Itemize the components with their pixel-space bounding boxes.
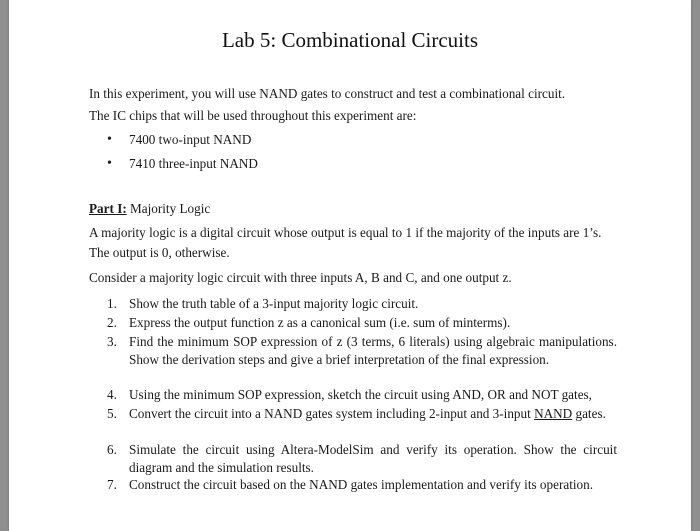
chip-list-item: [107, 154, 258, 173]
part-label: Part I:: [89, 201, 127, 216]
step-item: [107, 405, 617, 423]
document-title: Lab 5: Combinational Circuits: [221, 28, 479, 52]
step-number: 7.: [107, 477, 117, 492]
step-item: [107, 314, 617, 332]
bullet-icon: •: [107, 156, 112, 171]
chip-label: 7410 three-input NAND: [129, 156, 258, 171]
step-text: Convert the circuit into a NAND gates system including 2-input and 3-input NAND gates.: [129, 406, 606, 421]
part-name: Majority Logic: [130, 201, 211, 216]
step-text: Express the output function z as a canonical sum (i.e. sum of minterms).: [129, 315, 511, 330]
chip-list-item: [107, 130, 251, 149]
step-item: [107, 386, 617, 404]
step-text: Simulate the circuit using Altera-ModelSim and verify its operation. Show the circuit diagram and the simulation results.: [129, 442, 617, 475]
step-item: [107, 441, 617, 476]
intro-line-1: In this experiment, you will use NAND gates to construct and test a combinational circuit.: [89, 86, 566, 101]
bullet-icon: •: [107, 132, 112, 147]
step-text: Using the minimum SOP expression, sketch the circuit using AND, OR and NOT gates,: [129, 387, 592, 402]
step-item: [107, 476, 617, 494]
step-number: 2.: [107, 315, 117, 330]
step-item: [107, 333, 617, 368]
step-text: Find the minimum SOP expression of z (3 terms, 6 literals) using algebraic manipulations. Show the derivation steps and give a brief interpretation of the final expression.: [129, 334, 617, 367]
part-heading: [89, 199, 210, 218]
nand-underlined-text: NAND: [534, 406, 573, 421]
step-text: Construct the circuit based on the NAND gates implementation and verify its operation.: [129, 477, 594, 492]
step-text: Show the truth table of a 3-input majority logic circuit.: [129, 296, 419, 311]
step-number: 5.: [107, 406, 117, 421]
consider-text: Consider a majority logic circuit with three inputs A, B and C, and one output z.: [89, 270, 512, 285]
step-number: 1.: [107, 296, 117, 311]
part-desc-line-2: The output is 0, otherwise.: [89, 245, 230, 260]
step-item: [107, 295, 617, 313]
part-desc-line-1: A majority logic is a digital circuit whose output is equal to 1 if the majority of the inputs are 1’s.: [89, 225, 602, 240]
intro-line-2: The IC chips that will be used throughout this experiment are:: [89, 108, 417, 123]
chip-label: 7400 two-input NAND: [129, 132, 252, 147]
step-number: 6.: [107, 442, 117, 457]
step-number: 4.: [107, 387, 117, 402]
document-page: [9, 0, 691, 531]
step-number: 3.: [107, 334, 117, 349]
